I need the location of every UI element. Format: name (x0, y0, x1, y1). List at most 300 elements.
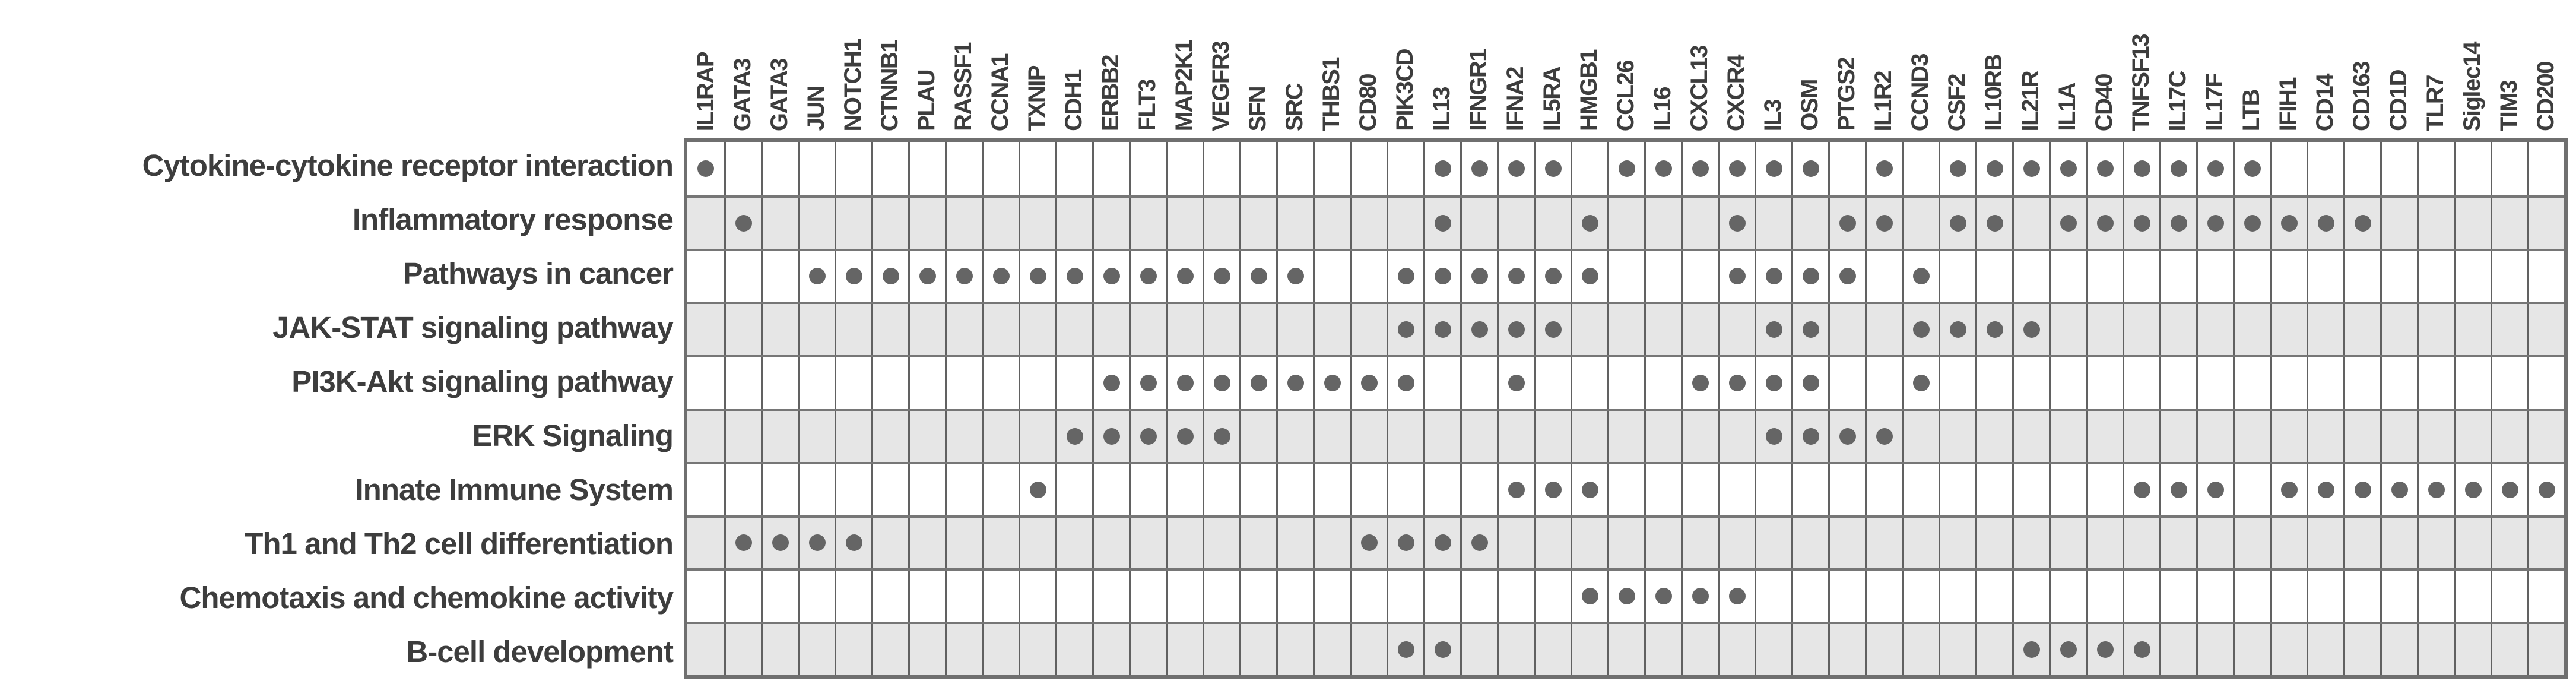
matrix-cell (1092, 251, 1129, 302)
matrix-cell (835, 142, 871, 195)
matrix-cell (1791, 464, 1828, 515)
matrix-cell (724, 518, 761, 569)
matrix-cell (1939, 518, 1975, 569)
matrix-cell (2527, 464, 2564, 515)
membership-dot (919, 268, 936, 284)
matrix-cell (2307, 251, 2343, 302)
membership-dot (1839, 268, 1856, 284)
matrix-cell (908, 142, 945, 195)
matrix-cell (2527, 518, 2564, 569)
matrix-cell (2417, 357, 2454, 409)
matrix-cell (1571, 411, 1607, 462)
matrix-cell (1607, 304, 1644, 355)
matrix-cell (1497, 357, 1534, 409)
membership-dot (1251, 268, 1267, 284)
gene-column-label: GATA3 (766, 58, 792, 131)
membership-dot (809, 268, 826, 284)
matrix-cell (1350, 411, 1387, 462)
membership-dot (1287, 268, 1304, 284)
matrix-cell (1423, 357, 1460, 409)
gene-column-label: IL1RAP (693, 52, 719, 131)
matrix-cell (687, 464, 724, 515)
membership-dot (2023, 641, 2040, 658)
matrix-cell (2454, 624, 2491, 675)
matrix-cell (761, 571, 798, 622)
matrix-cell (1092, 411, 1129, 462)
matrix-cell (1239, 142, 1276, 195)
matrix-cell (2270, 304, 2307, 355)
matrix-cell (1571, 357, 1607, 409)
matrix-cell (1313, 357, 1350, 409)
membership-dot (1103, 268, 1120, 284)
matrix-cell (2380, 198, 2417, 249)
membership-dot (1361, 375, 1378, 391)
matrix-cell (945, 411, 982, 462)
matrix-cell (1755, 624, 1791, 675)
matrix-cell (2343, 464, 2380, 515)
membership-dot (1729, 215, 1746, 232)
matrix-cell (908, 357, 945, 409)
matrix-cell (2196, 357, 2233, 409)
matrix-cell (2049, 357, 2086, 409)
matrix-cell (1239, 571, 1276, 622)
membership-dot (956, 268, 973, 284)
membership-dot (1214, 375, 1230, 391)
membership-dot (1950, 321, 1966, 338)
membership-dot (1471, 534, 1488, 551)
membership-dot (1545, 160, 1562, 177)
pathway-row-label: Cytokine-cytokine receptor interaction (142, 148, 673, 182)
matrix-cell (1092, 357, 1129, 409)
matrix-cell (1755, 464, 1791, 515)
membership-dot (1950, 215, 1966, 232)
matrix-cell (1718, 198, 1755, 249)
matrix-cell (798, 624, 835, 675)
matrix-cell (1791, 624, 1828, 675)
matrix-cell (1755, 251, 1791, 302)
matrix-cell (1497, 142, 1534, 195)
gene-column-label: HMGB1 (1576, 50, 1602, 131)
matrix-cell (1644, 142, 1681, 195)
gene-column-label: OSM (1797, 80, 1823, 131)
matrix-cell (945, 357, 982, 409)
matrix-cell (908, 571, 945, 622)
matrix-cell (908, 518, 945, 569)
matrix-cell (687, 518, 724, 569)
matrix-cell (2123, 142, 2159, 195)
matrix-cell (2049, 411, 2086, 462)
matrix-cell (2270, 624, 2307, 675)
matrix-cell (1571, 571, 1607, 622)
matrix-cell (1387, 198, 1423, 249)
matrix-cell (2417, 624, 2454, 675)
matrix-cell (2159, 251, 2196, 302)
matrix-cell (2527, 142, 2564, 195)
membership-dot (809, 534, 826, 551)
matrix-cell (1423, 464, 1460, 515)
matrix-cell (1902, 464, 1939, 515)
matrix-cell (2049, 518, 2086, 569)
matrix-cell (1571, 198, 1607, 249)
matrix-cell (1718, 357, 1755, 409)
gene-column-label: CD40 (2091, 74, 2117, 131)
matrix-cell (1276, 571, 1313, 622)
gene-column-label: IL1R2 (1870, 71, 1896, 131)
matrix-cell (2049, 198, 2086, 249)
matrix-cell (2196, 571, 2233, 622)
membership-dot (1508, 482, 1525, 498)
matrix-cell (2049, 571, 2086, 622)
membership-dot (1766, 428, 1782, 445)
matrix-cell (2417, 251, 2454, 302)
gene-column-label: VEGFR3 (1208, 41, 1234, 131)
matrix-cell (2307, 518, 2343, 569)
matrix-cell (982, 571, 1019, 622)
membership-dot (1214, 428, 1230, 445)
gene-column-label: IL1A (2054, 83, 2080, 131)
membership-dot (2060, 160, 2077, 177)
matrix-cell (1313, 464, 1350, 515)
matrix-cell (982, 624, 1019, 675)
membership-dot (1876, 428, 1893, 445)
matrix-cell (2196, 251, 2233, 302)
matrix-cell (2123, 464, 2159, 515)
matrix-cell (1129, 518, 1166, 569)
matrix-cell (835, 357, 871, 409)
matrix-cell (2307, 571, 2343, 622)
matrix-cell (1239, 198, 1276, 249)
matrix-cell (1313, 624, 1350, 675)
membership-dot (1729, 160, 1746, 177)
membership-dot (2207, 160, 2224, 177)
matrix-cell (2343, 251, 2380, 302)
matrix-cell (2380, 624, 2417, 675)
matrix-cell (2123, 304, 2159, 355)
matrix-row (687, 568, 2564, 622)
matrix-cell (1166, 198, 1203, 249)
matrix-cell (1460, 518, 1497, 569)
matrix-cell (2270, 142, 2307, 195)
membership-dot (1839, 428, 1856, 445)
matrix-cell (1975, 304, 2012, 355)
matrix-cell (1975, 357, 2012, 409)
matrix-cell (2123, 251, 2159, 302)
membership-dot (1545, 321, 1562, 338)
matrix-cell (2527, 198, 2564, 249)
membership-dot (2171, 160, 2187, 177)
matrix-cell (2454, 304, 2491, 355)
matrix-cell (2123, 198, 2159, 249)
matrix-cell (1350, 251, 1387, 302)
matrix-cell (1239, 464, 1276, 515)
matrix-cell (2012, 411, 2049, 462)
matrix-cell (1350, 464, 1387, 515)
matrix-cell (2527, 411, 2564, 462)
matrix-cell (1607, 411, 1644, 462)
matrix-cell (1975, 571, 2012, 622)
matrix-cell (1681, 571, 1718, 622)
gene-column-label: ERBB2 (1097, 55, 1124, 131)
gene-column-label: CD1D (2385, 70, 2412, 131)
matrix-cell (2233, 304, 2270, 355)
matrix-cell (2012, 142, 2049, 195)
matrix-cell (1791, 304, 1828, 355)
matrix-cell (1828, 411, 1865, 462)
matrix-cell (724, 304, 761, 355)
matrix-cell (1865, 357, 1902, 409)
membership-dot (1655, 588, 1672, 604)
gene-column-label: CCL26 (1613, 60, 1639, 131)
membership-dot (1655, 160, 1672, 177)
membership-dot (1692, 160, 1709, 177)
matrix-cell (945, 518, 982, 569)
matrix-row (687, 142, 2564, 195)
matrix-cell (724, 357, 761, 409)
gene-column-label: NOTCH1 (840, 39, 866, 131)
matrix-cell (1571, 624, 1607, 675)
matrix-cell (1644, 624, 1681, 675)
matrix-cell (1791, 357, 1828, 409)
matrix-cell (687, 304, 724, 355)
gene-column-label: PIK3CD (1392, 49, 1418, 131)
pathway-row-label: Pathways in cancer (402, 257, 673, 290)
matrix-cell (1865, 518, 1902, 569)
matrix-cell (1092, 198, 1129, 249)
membership-dot (735, 534, 752, 551)
matrix-cell (2270, 251, 2307, 302)
matrix-cell (1571, 464, 1607, 515)
matrix-cell (1460, 411, 1497, 462)
matrix-cell (1387, 624, 1423, 675)
matrix-cell (1055, 571, 1092, 622)
matrix-cell (2049, 142, 2086, 195)
matrix-cell (1755, 198, 1791, 249)
matrix-cell (2491, 357, 2527, 409)
matrix-cell (835, 464, 871, 515)
matrix-cell (2343, 198, 2380, 249)
matrix-cell (1350, 571, 1387, 622)
matrix-cell (1166, 357, 1203, 409)
matrix-cell (761, 198, 798, 249)
gene-column-label: IFNA2 (1502, 67, 1528, 131)
matrix-cell (2012, 518, 2049, 569)
matrix-cell (1055, 464, 1092, 515)
membership-dot (1545, 482, 1562, 498)
gene-column-label: Siglec14 (2459, 42, 2485, 131)
gene-column-label: IL3 (1760, 99, 1786, 131)
matrix-cell (982, 198, 1019, 249)
gene-column-label: CD14 (2312, 74, 2338, 131)
matrix-cell (1350, 142, 1387, 195)
matrix-cell (1129, 624, 1166, 675)
matrix-cell (1902, 571, 1939, 622)
matrix-cell (1497, 571, 1534, 622)
gene-column-label: TLR7 (2422, 75, 2448, 131)
matrix-cell (1203, 571, 1239, 622)
matrix-cell (2049, 624, 2086, 675)
matrix-cell (1350, 518, 1387, 569)
matrix-cell (687, 624, 724, 675)
matrix-cell (2086, 464, 2123, 515)
matrix-cell (2491, 198, 2527, 249)
membership-dot (1582, 588, 1598, 604)
matrix-cell (1939, 251, 1975, 302)
matrix-cell (2196, 411, 2233, 462)
membership-dot (1766, 160, 1782, 177)
membership-dot (2134, 641, 2150, 658)
pathway-row-label: B-cell development (406, 635, 673, 669)
membership-dot (697, 160, 714, 177)
matrix-cell (2343, 571, 2380, 622)
matrix-cell (2491, 464, 2527, 515)
matrix-cell (2343, 142, 2380, 195)
matrix-cell (835, 411, 871, 462)
matrix-cell (1276, 142, 1313, 195)
matrix-cell (1019, 571, 1055, 622)
membership-dot (1103, 428, 1120, 445)
gene-column-label: IL10RB (1981, 55, 2007, 131)
matrix-cell (1681, 411, 1718, 462)
gene-column-label: SRC (1281, 84, 1308, 131)
matrix-cell (1055, 411, 1092, 462)
matrix-cell (2233, 464, 2270, 515)
matrix-cell (945, 251, 982, 302)
membership-dot (2023, 321, 2040, 338)
gene-column-label: TXNIP (1024, 65, 1050, 131)
gene-column-headers (684, 0, 2568, 135)
matrix-cell (1902, 411, 1939, 462)
matrix-cell (1497, 198, 1534, 249)
matrix-cell (2417, 518, 2454, 569)
matrix-cell (2307, 304, 2343, 355)
gene-column-label: IL13 (1429, 87, 1455, 131)
membership-dot (1803, 160, 1819, 177)
membership-dot (993, 268, 1010, 284)
matrix-cell (1423, 624, 1460, 675)
matrix-cell (1350, 198, 1387, 249)
membership-dot (2097, 160, 2114, 177)
matrix-cell (2380, 464, 2417, 515)
matrix-cell (1387, 251, 1423, 302)
membership-dot (1582, 482, 1598, 498)
gene-column-label: CSF2 (1944, 74, 1970, 131)
matrix-cell (1387, 518, 1423, 569)
matrix-cell (1276, 518, 1313, 569)
matrix-cell (1423, 518, 1460, 569)
matrix-cell (1975, 518, 2012, 569)
membership-dot (1508, 321, 1525, 338)
matrix-cell (2159, 571, 2196, 622)
matrix-cell (2123, 624, 2159, 675)
matrix-cell (2307, 411, 2343, 462)
matrix-cell (2012, 464, 2049, 515)
matrix-cell (2196, 142, 2233, 195)
matrix-cell (2123, 411, 2159, 462)
membership-dot (1803, 268, 1819, 284)
matrix-cell (1460, 624, 1497, 675)
matrix-cell (1644, 571, 1681, 622)
matrix-cell (1166, 411, 1203, 462)
matrix-cell (1681, 624, 1718, 675)
matrix-row (687, 515, 2564, 569)
membership-dot (2465, 482, 2482, 498)
matrix-cell (1975, 411, 2012, 462)
matrix-cell (1055, 142, 1092, 195)
membership-dot (883, 268, 899, 284)
gene-column-label: CXCL13 (1686, 45, 1712, 131)
membership-dot (1619, 160, 1635, 177)
matrix-cell (1865, 624, 1902, 675)
matrix-cell (1239, 251, 1276, 302)
matrix-cell (982, 518, 1019, 569)
gene-column-label: TIM3 (2496, 80, 2522, 131)
matrix-cell (1019, 251, 1055, 302)
matrix-cell (945, 571, 982, 622)
matrix-cell (1276, 624, 1313, 675)
matrix-cell (1755, 411, 1791, 462)
matrix-cell (1239, 624, 1276, 675)
membership-dot (2171, 215, 2187, 232)
matrix-cell (1718, 304, 1755, 355)
matrix-cell (1203, 198, 1239, 249)
membership-dot (846, 268, 862, 284)
matrix-cell (1791, 411, 1828, 462)
membership-dot (1030, 268, 1046, 284)
matrix-cell (1203, 411, 1239, 462)
gene-column-label: LTB (2238, 89, 2264, 131)
matrix-cell (908, 304, 945, 355)
matrix-cell (2527, 357, 2564, 409)
matrix-cell (687, 198, 724, 249)
membership-dot (772, 534, 789, 551)
membership-dot (2171, 482, 2187, 498)
matrix-cell (2343, 411, 2380, 462)
matrix-cell (945, 624, 982, 675)
matrix-cell (1534, 251, 1571, 302)
matrix-cell (2527, 304, 2564, 355)
gene-column-label: CCNA1 (987, 53, 1013, 131)
matrix-cell (1828, 304, 1865, 355)
membership-dot (2244, 215, 2261, 232)
matrix-cell (761, 464, 798, 515)
membership-matrix-grid (684, 138, 2568, 679)
matrix-cell (2086, 198, 2123, 249)
membership-dot (1803, 321, 1819, 338)
matrix-cell (1939, 411, 1975, 462)
membership-dot (2097, 215, 2114, 232)
matrix-cell (1350, 624, 1387, 675)
matrix-cell (1571, 251, 1607, 302)
matrix-cell (1718, 251, 1755, 302)
matrix-cell (1607, 198, 1644, 249)
matrix-cell (1791, 198, 1828, 249)
matrix-cell (1092, 518, 1129, 569)
matrix-cell (2123, 357, 2159, 409)
matrix-cell (1313, 411, 1350, 462)
matrix-cell (1828, 251, 1865, 302)
matrix-cell (2159, 518, 2196, 569)
matrix-cell (1571, 304, 1607, 355)
matrix-cell (871, 142, 908, 195)
matrix-cell (1644, 411, 1681, 462)
matrix-cell (1791, 142, 1828, 195)
matrix-cell (1423, 198, 1460, 249)
matrix-cell (982, 142, 1019, 195)
matrix-cell (1681, 464, 1718, 515)
matrix-cell (1755, 357, 1791, 409)
matrix-cell (798, 251, 835, 302)
matrix-cell (724, 571, 761, 622)
